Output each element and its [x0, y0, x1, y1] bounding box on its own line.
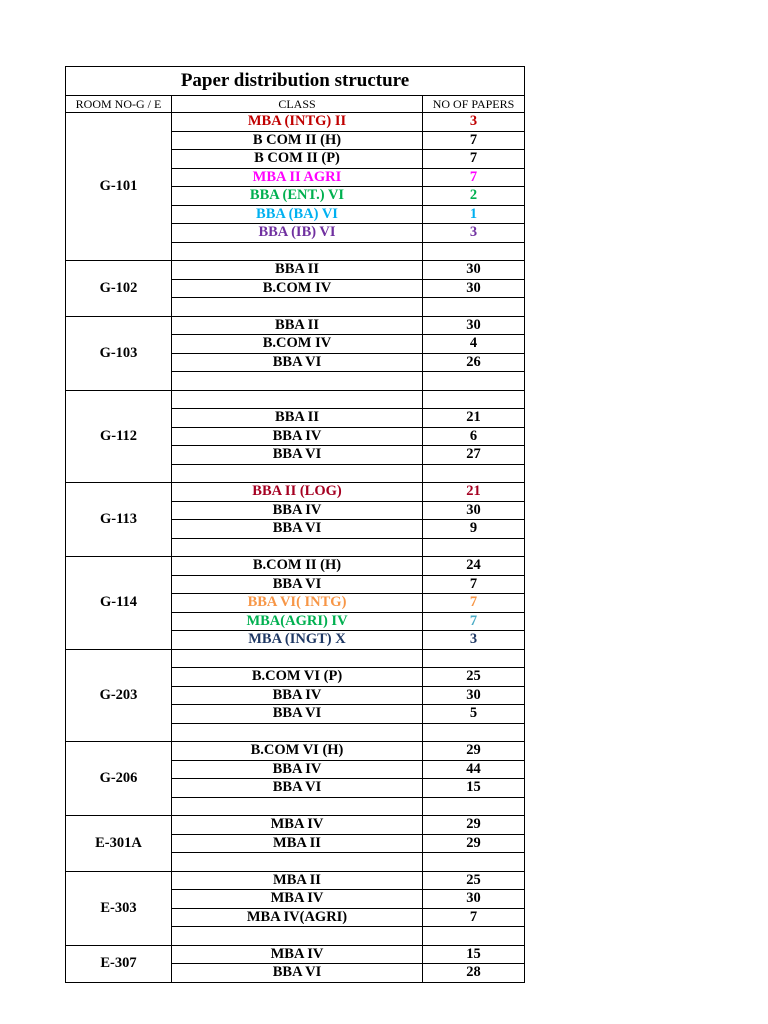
table-row — [66, 816, 525, 835]
class-cell: BBA VI( INTG) — [172, 594, 423, 613]
table-row — [66, 113, 525, 132]
class-cell: BBA IV — [172, 501, 423, 520]
class-cell: MBA II AGRI — [172, 168, 423, 187]
papers-cell: 7 — [423, 150, 525, 169]
papers-cell: 30 — [423, 316, 525, 335]
class-cell: BBA VI — [172, 779, 423, 798]
class-cell: MBA IV(AGRI) — [172, 908, 423, 927]
papers-cell — [423, 390, 525, 409]
class-cell: MBA II — [172, 871, 423, 890]
papers-cell — [423, 649, 525, 668]
papers-cell: 7 — [423, 594, 525, 613]
papers-cell: 1 — [423, 205, 525, 224]
class-cell: BBA VI — [172, 520, 423, 539]
class-cell: BBA II — [172, 316, 423, 335]
class-cell — [172, 464, 423, 483]
class-cell — [172, 797, 423, 816]
class-cell: B.COM IV — [172, 335, 423, 354]
class-cell: BBA II (LOG) — [172, 483, 423, 502]
class-cell: BBA VI — [172, 353, 423, 372]
papers-cell: 3 — [423, 631, 525, 650]
table-row — [66, 945, 525, 964]
class-cell: MBA II — [172, 834, 423, 853]
papers-cell — [423, 298, 525, 317]
papers-cell — [423, 927, 525, 946]
table-row — [66, 390, 525, 409]
papers-cell: 28 — [423, 964, 525, 983]
class-cell: MBA(AGRI) IV — [172, 612, 423, 631]
room-cell: G-103 — [66, 316, 172, 390]
papers-cell — [423, 797, 525, 816]
papers-cell: 29 — [423, 834, 525, 853]
class-cell: BBA VI — [172, 964, 423, 983]
class-cell: BBA VI — [172, 705, 423, 724]
papers-cell: 21 — [423, 483, 525, 502]
papers-cell: 30 — [423, 501, 525, 520]
papers-cell — [423, 853, 525, 872]
class-cell: BBA II — [172, 261, 423, 280]
papers-cell: 4 — [423, 335, 525, 354]
room-cell: G-206 — [66, 742, 172, 816]
table-row — [66, 742, 525, 761]
class-cell — [172, 242, 423, 261]
room-cell: G-113 — [66, 483, 172, 557]
class-cell: BBA (IB) VI — [172, 224, 423, 243]
papers-cell: 30 — [423, 890, 525, 909]
papers-cell: 29 — [423, 816, 525, 835]
class-cell — [172, 298, 423, 317]
class-cell: BBA (ENT.) VI — [172, 187, 423, 206]
room-cell: E-301A — [66, 816, 172, 872]
papers-cell: 7 — [423, 612, 525, 631]
class-cell: MBA IV — [172, 816, 423, 835]
class-cell: BBA (BA) VI — [172, 205, 423, 224]
table-row — [66, 871, 525, 890]
class-cell: BBA IV — [172, 760, 423, 779]
room-cell: G-102 — [66, 261, 172, 317]
papers-cell — [423, 464, 525, 483]
class-cell: B COM II (P) — [172, 150, 423, 169]
page-title: Paper distribution structure — [66, 67, 525, 96]
class-cell: BBA VI — [172, 575, 423, 594]
class-cell — [172, 853, 423, 872]
papers-cell: 7 — [423, 908, 525, 927]
class-cell: BBA IV — [172, 427, 423, 446]
papers-cell: 2 — [423, 187, 525, 206]
room-cell: G-203 — [66, 649, 172, 742]
papers-cell: 3 — [423, 113, 525, 132]
class-cell: BBA VI — [172, 446, 423, 465]
papers-cell: 26 — [423, 353, 525, 372]
papers-cell: 9 — [423, 520, 525, 539]
papers-cell: 44 — [423, 760, 525, 779]
table-row — [66, 316, 525, 335]
class-cell — [172, 372, 423, 391]
class-cell — [172, 390, 423, 409]
papers-cell — [423, 538, 525, 557]
papers-cell: 6 — [423, 427, 525, 446]
class-cell: B.COM VI (H) — [172, 742, 423, 761]
papers-cell — [423, 723, 525, 742]
table-row — [66, 483, 525, 502]
papers-cell: 30 — [423, 261, 525, 280]
papers-cell: 15 — [423, 779, 525, 798]
header-room: ROOM NO-G / E — [66, 96, 172, 113]
papers-cell: 7 — [423, 168, 525, 187]
class-cell: BBA II — [172, 409, 423, 428]
room-cell: E-303 — [66, 871, 172, 945]
table-body — [66, 67, 525, 983]
class-cell — [172, 927, 423, 946]
room-cell: G-101 — [66, 113, 172, 261]
header-papers: NO OF PAPERS — [423, 96, 525, 113]
papers-cell: 24 — [423, 557, 525, 576]
papers-cell: 29 — [423, 742, 525, 761]
papers-cell — [423, 242, 525, 261]
header-class: CLASS — [172, 96, 423, 113]
class-cell: MBA IV — [172, 890, 423, 909]
table-row — [66, 261, 525, 280]
papers-cell: 3 — [423, 224, 525, 243]
papers-cell: 21 — [423, 409, 525, 428]
class-cell — [172, 538, 423, 557]
papers-cell: 5 — [423, 705, 525, 724]
papers-cell: 30 — [423, 279, 525, 298]
class-cell: BBA IV — [172, 686, 423, 705]
papers-cell: 30 — [423, 686, 525, 705]
class-cell — [172, 723, 423, 742]
papers-cell: 7 — [423, 575, 525, 594]
papers-cell: 15 — [423, 945, 525, 964]
class-cell — [172, 649, 423, 668]
class-cell: MBA (INGT) X — [172, 631, 423, 650]
papers-cell: 7 — [423, 131, 525, 150]
papers-cell: 25 — [423, 871, 525, 890]
class-cell: B.COM IV — [172, 279, 423, 298]
class-cell: MBA (INTG) II — [172, 113, 423, 132]
distribution-table — [65, 66, 525, 983]
class-cell: B.COM VI (P) — [172, 668, 423, 687]
class-cell: B COM II (H) — [172, 131, 423, 150]
papers-cell — [423, 372, 525, 391]
room-cell: G-112 — [66, 390, 172, 483]
papers-cell: 27 — [423, 446, 525, 465]
room-cell: G-114 — [66, 557, 172, 650]
table-row — [66, 557, 525, 576]
room-cell: E-307 — [66, 945, 172, 982]
class-cell: MBA IV — [172, 945, 423, 964]
table-row — [66, 649, 525, 668]
papers-cell: 25 — [423, 668, 525, 687]
class-cell: B.COM II (H) — [172, 557, 423, 576]
